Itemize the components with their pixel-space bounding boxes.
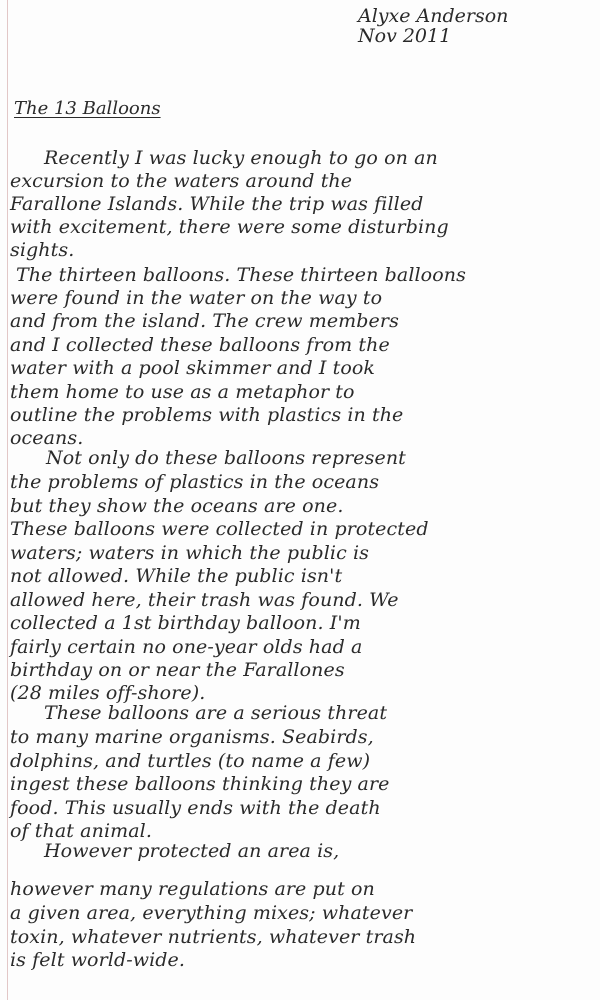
text-line: were found in the water on the way to: [10, 287, 383, 309]
text-line: waters; waters in which the public is: [10, 542, 370, 564]
text-line: to many marine organisms. Seabirds,: [10, 726, 374, 748]
text-line: is felt world-wide.: [10, 949, 186, 971]
text-line: collected a 1st birthday balloon. I'm: [10, 612, 361, 634]
text-line: Not only do these balloons represent: [46, 447, 406, 469]
text-line: and I collected these balloons from the: [10, 334, 390, 356]
text-line: These balloons were collected in protected: [10, 518, 429, 540]
text-line: with excitement, there were some disturbing: [10, 216, 449, 238]
text-line: The thirteen balloons. These thirteen balloons: [16, 264, 466, 286]
text-line: sights.: [10, 239, 75, 261]
text-line: water with a pool skimmer and I took: [10, 357, 376, 379]
text-line: Farallone Islands. While the trip was filled: [10, 193, 424, 215]
text-line: These balloons are a serious threat: [44, 702, 388, 724]
text-line: a given area, everything mixes; whatever: [10, 902, 413, 924]
text-line: and from the island. The crew members: [10, 310, 399, 332]
text-line: excursion to the waters around the: [10, 170, 353, 192]
text-line: oceans.: [10, 427, 84, 449]
text-line: dolphins, and turtles (to name a few): [10, 750, 371, 772]
essay-title: The 13 Balloons: [14, 98, 161, 119]
text-line: outline the problems with plastics in the: [10, 404, 404, 426]
text-line: fairly certain no one-year olds had a: [10, 636, 363, 658]
text-line: ingest these balloons thinking they are: [10, 773, 390, 795]
text-line: but they show the oceans are one.: [10, 495, 344, 517]
text-line: the problems of plastics in the oceans: [10, 471, 380, 493]
author-name: Alyxe Anderson: [358, 5, 509, 27]
text-line: food. This usually ends with the death: [10, 797, 381, 819]
text-line: of that animal.: [10, 820, 152, 842]
text-line: However protected an area is,: [44, 840, 340, 862]
header: [358, 6, 508, 46]
text-line: not allowed. While the public isn't: [10, 565, 343, 587]
text-line: allowed here, their trash was found. We: [10, 589, 399, 611]
text-line: (28 miles off-shore).: [10, 682, 206, 704]
text-line: toxin, whatever nutrients, whatever trash: [10, 926, 417, 948]
text-line: birthday on or near the Farallones: [10, 659, 345, 681]
text-line: however many regulations are put on: [10, 878, 375, 900]
date: Nov 2011: [358, 25, 452, 47]
margin-line: [7, 0, 8, 1000]
text-line: them home to use as a metaphor to: [10, 381, 355, 403]
text-line: Recently I was lucky enough to go on an: [44, 147, 438, 169]
